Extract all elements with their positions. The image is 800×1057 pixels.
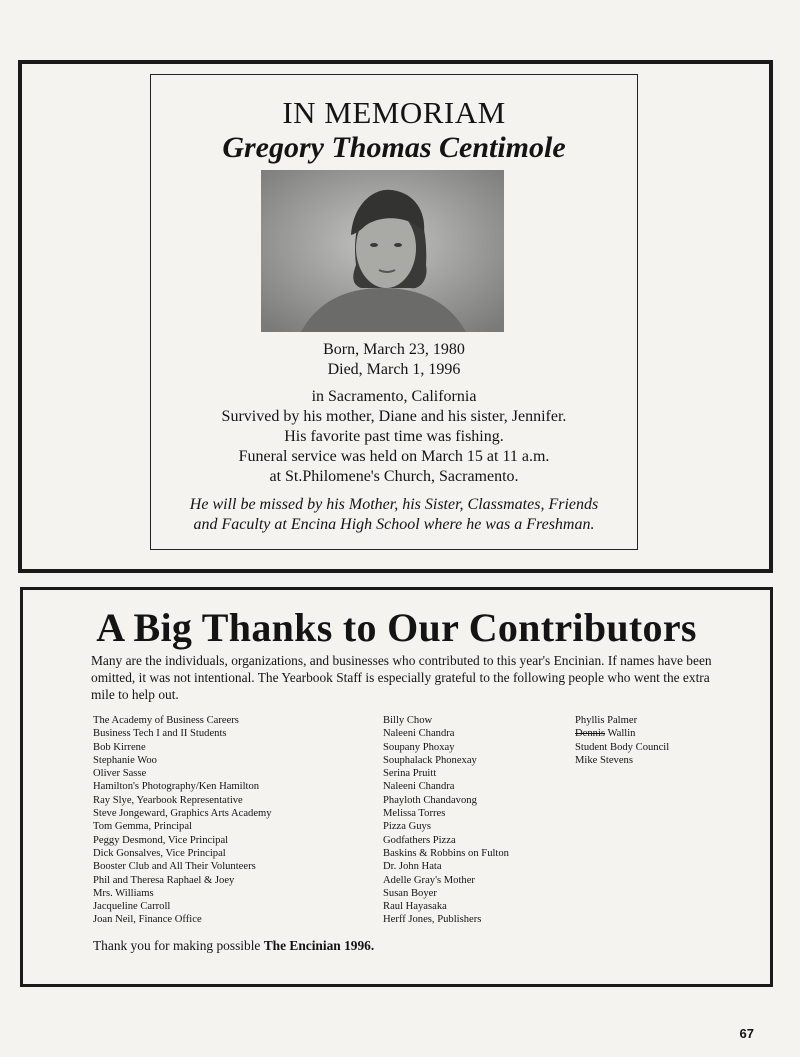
- contributor-name: Student Body Council: [575, 741, 670, 753]
- memoriam-name: Gregory Thomas Centimole: [222, 131, 566, 164]
- detail-line: His favorite past time was fishing.: [284, 428, 504, 445]
- contributor-name: Peggy Desmond, Vice Principal: [93, 834, 229, 846]
- contributor-name: Booster Club and All Their Volunteers: [93, 861, 256, 873]
- contributor-name: Baskins & Robbins on Fulton: [383, 847, 509, 859]
- contributors-intro: Many are the individuals, organizations, and businesses who contributed to this year's Encinian. If names have been omitted, it was not intentional. The Yearbook Staff is especially grateful to the following people who went the extra mile to help out.: [91, 653, 712, 702]
- died-date: Died, March 1, 1996: [327, 361, 461, 378]
- detail-line: at St.Philomene's Church, Sacramento.: [269, 468, 519, 485]
- contributor-name: Ray Slye, Yearbook Representative: [93, 794, 243, 806]
- struck-name: Dennis: [575, 728, 606, 740]
- footer-text: Thank you for making possible: [93, 938, 264, 953]
- contributor-name: Phil and Theresa Raphael & Joey: [93, 874, 235, 886]
- contributor-name: Melissa Torres: [383, 808, 446, 820]
- contributor-name: Mrs. Williams: [93, 887, 154, 899]
- contributor-name: Soupany Phoxay: [383, 741, 455, 753]
- detail-line: Survived by his mother, Diane and his sister, Jennifer.: [221, 408, 567, 425]
- contributor-name: Joan Neil, Finance Office: [93, 914, 202, 926]
- memoriam-panel: [150, 74, 638, 550]
- yearbook-title: The Encinian 1996.: [263, 938, 375, 953]
- contributor-name: Phyllis Palmer: [575, 715, 638, 726]
- portrait-photo: [261, 170, 504, 332]
- contributor-name: Pizza Guys: [383, 821, 431, 833]
- contributors-column-3: [575, 714, 669, 767]
- tribute-line: He will be missed by his Mother, his Sister, Classmates, Friends: [189, 496, 599, 513]
- memoriam-box: [18, 60, 773, 573]
- contributor-name: Serina Pruitt: [383, 768, 437, 780]
- contributors-column-2: [383, 714, 509, 927]
- detail-line: Funeral service was held on March 15 at 11 a.m.: [238, 448, 550, 465]
- born-date: Born, March 23, 1980: [323, 341, 465, 358]
- contributor-name: The Academy of Business Careers: [93, 715, 239, 726]
- contributor-name: Raul Hayasaka: [383, 901, 447, 913]
- contributor-name: Mike Stevens: [575, 754, 633, 766]
- page-number: 67: [739, 1026, 754, 1041]
- contributor-name: Tom Gemma, Principal: [93, 821, 192, 833]
- contributor-name: Bob Kirrene: [93, 741, 146, 753]
- contributor-name: Herff Jones, Publishers: [383, 914, 482, 926]
- contributor-name: Souphalack Phonexay: [383, 754, 477, 766]
- contributor-name: Billy Chow: [383, 715, 433, 726]
- contributor-name: Susan Boyer: [383, 887, 437, 899]
- contributor-name: Business Tech I and II Students: [93, 728, 227, 740]
- contributors-title: A Big Thanks to Our Contributors: [96, 605, 697, 650]
- name-rest: Wallin: [605, 728, 636, 740]
- tribute-line: and Faculty at Encina High School where he was a Freshman.: [193, 516, 595, 533]
- contributor-name: Jacqueline Carroll: [93, 901, 171, 913]
- thanks-footer: [93, 938, 374, 954]
- contributor-name: Steve Jongeward, Graphics Arts Academy: [93, 808, 272, 820]
- contributor-name: Dr. John Hata: [383, 861, 442, 873]
- contributor-name: Phayloth Chandavong: [383, 794, 477, 806]
- contributor-name: Stephanie Woo: [93, 754, 157, 766]
- contributor-name: Naleeni Chandra: [383, 728, 455, 740]
- contributor-name: Adelle Gray's Mother: [383, 874, 475, 886]
- contributor-name: Hamilton's Photography/Ken Hamilton: [93, 781, 260, 793]
- contributor-name: Godfathers Pizza: [383, 834, 456, 846]
- memoriam-heading: IN MEMORIAM: [282, 95, 506, 130]
- contributor-name: [575, 727, 669, 740]
- contributors-column-1: [93, 714, 272, 927]
- contributor-name: Oliver Sasse: [93, 768, 147, 780]
- contributors-box: [20, 587, 773, 987]
- contributor-name: Dick Gonsalves, Vice Principal: [93, 847, 226, 859]
- contributor-name: Naleeni Chandra: [383, 781, 455, 793]
- detail-line: in Sacramento, California: [311, 388, 477, 405]
